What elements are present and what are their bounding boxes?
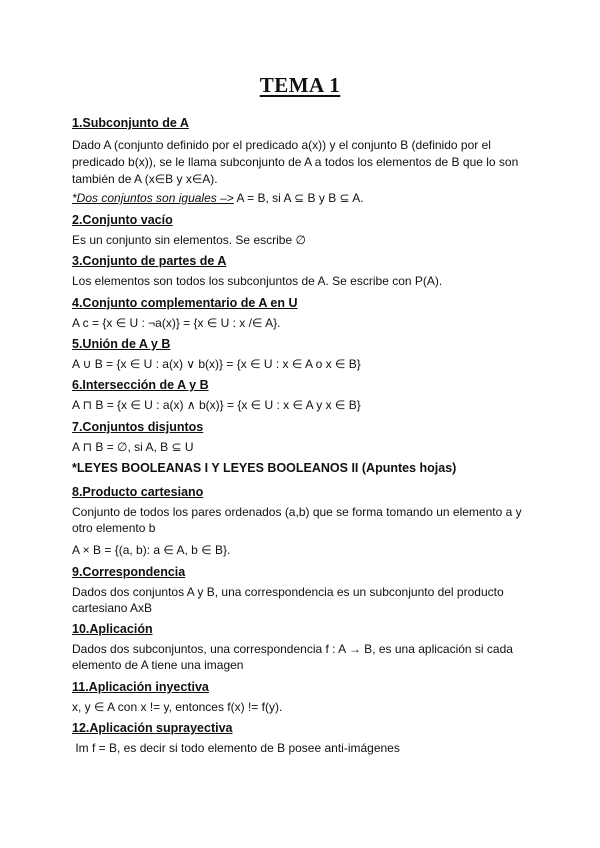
paragraph-line: predicado b(x)), se le llama subconjunto de A a todos los elementos de B que lo son — [72, 155, 519, 169]
paragraph-line: cartesiano AxB — [72, 601, 153, 615]
paragraph-line: Dados dos conjuntos A y B, una correspondencia es un subconjunto del producto — [72, 585, 504, 599]
heading-inyectiva: 11.Aplicación inyectiva — [72, 680, 209, 694]
paragraph-line: Dado A (conjunto definido por el predicado a(x)) y el conjunto B (definido por el — [72, 138, 491, 152]
paragraph-line: Los elementos son todos los subconjuntos de A. Se escribe con P(A). — [72, 274, 443, 288]
page-title: TEMA 1 — [259, 73, 341, 97]
formula-line: A ∪ B = {x ∈ U : a(x) ∨ b(x)} = {x ∈ U : x ∈ A o x ∈ B} — [72, 357, 361, 371]
note-text: A = B, si A ⊆ B y B ⊆ A. — [233, 191, 364, 205]
formula-line: A × B = {(a, b): a ∈ A, b ∈ B}. — [72, 543, 231, 557]
heading-subconjunto: 1.Subconjunto de A — [72, 116, 189, 130]
paragraph-line: Im f = B, es decir si todo elemento de B posee anti-imágenes — [72, 741, 400, 755]
boolean-laws-note: *LEYES BOOLEANAS I Y LEYES BOOLEANOS II (Apuntes hojas) — [72, 461, 457, 475]
heading-partes: 3.Conjunto de partes de A — [72, 254, 227, 268]
paragraph-line: otro elemento b — [72, 521, 156, 535]
heading-producto-cartesiano: 8.Producto cartesiano — [72, 485, 204, 499]
paragraph-line: elemento de A tiene una imagen — [72, 658, 244, 672]
heading-conjunto-vacio: 2.Conjunto vacío — [72, 213, 173, 227]
heading-aplicacion: 10.Aplicación — [72, 622, 153, 636]
heading-correspondencia: 9.Correspondencia — [72, 565, 186, 579]
heading-union: 5.Unión de A y B — [72, 337, 171, 351]
formula-line: A ⊓ B = {x ∈ U : a(x) ∧ b(x)} = {x ∈ U : x ∈ A y x ∈ B} — [72, 398, 361, 412]
formula-line: A c = {x ∈ U : ¬a(x)} = {x ∈ U : x /∈ A}. — [72, 316, 281, 330]
paragraph-line: Dados dos subconjuntos, una correspondencia f : A → B, es una aplicación si cada — [72, 642, 513, 656]
paragraph-line: también de A (x∈B y x∈A). — [72, 172, 218, 186]
note-prefix: *Dos conjuntos son iguales –> — [72, 191, 234, 205]
heading-complementario: 4.Conjunto complementario de A en U — [72, 296, 298, 310]
heading-interseccion: 6.Intersección de A y B — [72, 378, 209, 392]
equal-sets-note — [72, 191, 364, 205]
heading-disjuntos: 7.Conjuntos disjuntos — [72, 420, 204, 434]
formula-line: x, y ∈ A con x != y, entonces f(x) != f(y). — [72, 700, 283, 714]
formula-line: A ⊓ B = ∅, si A, B ⊆ U — [72, 440, 194, 454]
heading-suprayectiva: 12.Aplicación suprayectiva — [72, 721, 233, 735]
paragraph-line: Conjunto de todos los pares ordenados (a,b) que se forma tomando un elemento a y — [72, 505, 522, 519]
paragraph-line: Es un conjunto sin elementos. Se escribe ∅ — [72, 233, 306, 247]
